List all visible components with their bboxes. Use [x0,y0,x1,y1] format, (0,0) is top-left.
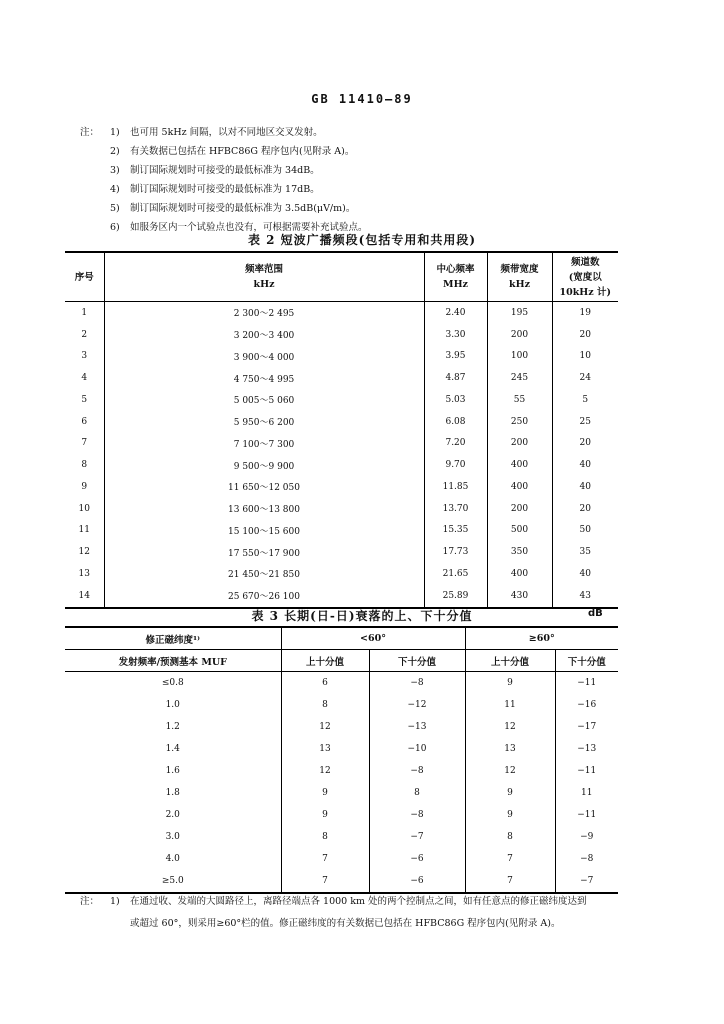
table-row [65,585,618,608]
cell-upper-ge60: 9 [465,672,555,695]
cell-seq: 6 [81,416,88,427]
table-row [65,672,618,695]
note-number: 6) [110,222,120,233]
cell-upper-ge60: 12 [465,716,555,738]
cell-frequency-ratio: 4.0 [165,854,180,864]
cell-frequency-range: 2 300～2 495 [104,302,424,324]
col-header-lower: 下十分值 [555,650,618,672]
page-header: GB 11410—89 [311,92,413,106]
cell-lower-ge60: −17 [555,716,618,738]
cell-channels: 40 [552,476,618,498]
table-header-row [65,252,618,302]
cell-lower-lt60: −7 [369,826,465,848]
cell-seq: 10 [78,503,90,514]
cell-center-frequency: 9.70 [424,454,487,476]
cell-upper-lt60: 12 [281,716,369,738]
cell-bandwidth: 55 [487,389,552,411]
cell-seq: 4 [81,373,88,384]
table-row [65,520,618,542]
table-row [65,826,618,848]
note-number: 1) [110,896,120,907]
table-row [65,738,618,760]
table3-title: 表 3 长期(日-日)衰落的上、下十分值 [251,609,473,623]
table-row [65,302,618,324]
cell-seq: 12 [78,547,90,558]
cell-upper-lt60: 12 [281,760,369,782]
note-number: 5) [110,203,120,214]
cell-channels: 10 [552,346,618,368]
cell-channels: 25 [552,411,618,433]
cell-lower-lt60: −6 [369,848,465,870]
cell-channels: 35 [552,541,618,563]
note-text: 如服务区内一个试验点也没有，可根据需要补充试验点。 [130,222,368,233]
cell-channels: 20 [552,433,618,455]
table-row [65,411,618,433]
cell-lower-ge60: −11 [555,760,618,782]
cell-lower-lt60: −13 [369,716,465,738]
notes-label: 注： [80,127,100,138]
cell-center-frequency: 15.35 [424,520,487,542]
cell-frequency-range: 17 550～17 900 [104,541,424,563]
cell-bandwidth: 200 [487,433,552,455]
table-row [65,760,618,782]
cell-center-frequency: 5.03 [424,389,487,411]
cell-lower-ge60: −11 [555,804,618,826]
cell-seq: 8 [81,460,88,471]
col-header-channels-line1: 频道数 [570,256,600,268]
cell-bandwidth: 250 [487,411,552,433]
table-row [65,367,618,389]
note-text: 也可用 5kHz 间隔，以对不同地区交叉发射。 [130,127,323,138]
cell-frequency-range: 3 900～4 000 [104,346,424,368]
cell-frequency-ratio: ≥5.0 [161,876,184,886]
note-item [80,123,640,142]
cell-bandwidth: 430 [487,585,552,608]
col-header-center-label: 中心频率 [436,264,475,275]
cell-upper-lt60: 7 [281,870,369,893]
cell-lower-ge60: −16 [555,694,618,716]
cell-lower-lt60: −12 [369,694,465,716]
table-row [65,694,618,716]
table-row [65,476,618,498]
cell-lower-ge60: −9 [555,826,618,848]
col-header-upper: 上十分值 [281,650,369,672]
table-row [65,454,618,476]
note-number: 4) [110,184,120,195]
cell-bandwidth: 200 [487,498,552,520]
col-header-channels-line2: (宽度以 [568,271,602,283]
cell-center-frequency: 17.73 [424,541,487,563]
note-number: 3) [110,165,120,176]
note-item [80,161,640,180]
cell-lower-lt60: −8 [369,804,465,826]
col-header-center [424,252,487,302]
table-row [65,324,618,346]
table-row [65,716,618,738]
note-item-continued [80,913,660,935]
table-header-row [65,627,618,650]
cell-center-frequency: 13.70 [424,498,487,520]
cell-seq: 9 [81,481,88,492]
cell-channels: 19 [552,302,618,324]
cell-channels: 40 [552,563,618,585]
cell-center-frequency: 21.65 [424,563,487,585]
table-row [65,346,618,368]
cell-bandwidth: 350 [487,541,552,563]
note-number: 1) [110,127,120,138]
cell-seq: 1 [81,307,88,318]
col-header-upper: 上十分值 [465,650,555,672]
fading-decile-table [65,626,618,894]
note-number: 2) [110,146,120,157]
cell-upper-lt60: 8 [281,826,369,848]
cell-frequency-ratio: 1.8 [165,788,180,798]
cell-center-frequency: 2.40 [424,302,487,324]
cell-seq: 3 [81,351,88,362]
table-row [65,870,618,893]
col-header-range-unit: kHz [253,279,275,290]
cell-frequency-range: 15 100～15 600 [104,520,424,542]
cell-center-frequency: 3.30 [424,324,487,346]
cell-lower-ge60: −13 [555,738,618,760]
cell-upper-ge60: 12 [465,760,555,782]
cell-center-frequency: 3.95 [424,346,487,368]
cell-lower-ge60: −7 [555,870,618,893]
cell-channels: 5 [552,389,618,411]
cell-channels: 20 [552,498,618,520]
cell-upper-ge60: 11 [465,694,555,716]
cell-bandwidth: 400 [487,454,552,476]
cell-lower-lt60: −8 [369,760,465,782]
cell-lower-lt60: −10 [369,738,465,760]
cell-seq: 14 [78,590,90,601]
cell-upper-lt60: 7 [281,848,369,870]
col-header-ratio: 发射频率/预测基本 MUF [65,650,281,672]
note-item [80,199,640,218]
cell-center-frequency: 11.85 [424,476,487,498]
table-row [65,804,618,826]
cell-upper-lt60: 9 [281,804,369,826]
cell-bandwidth: 400 [487,563,552,585]
note-item [80,180,640,199]
notes-bottom [80,891,660,935]
cell-frequency-range: 25 670～26 100 [104,585,424,608]
cell-lower-ge60: −8 [555,848,618,870]
cell-frequency-range: 5 950～6 200 [104,411,424,433]
table-header-row [65,650,618,672]
table-row [65,782,618,804]
notes-label: 注： [80,896,100,907]
col-header-lower: 下十分值 [369,650,465,672]
shortwave-band-table [65,251,618,609]
cell-frequency-ratio: 1.0 [165,700,180,710]
cell-frequency-range: 21 450～21 850 [104,563,424,585]
col-header-channels [552,252,618,302]
cell-frequency-ratio: ≤0.8 [161,678,184,688]
table-row [65,498,618,520]
cell-upper-ge60: 7 [465,870,555,893]
cell-upper-ge60: 7 [465,848,555,870]
col-header-channels-line3: 10kHz 计) [559,286,611,298]
col-header-range-label: 频率范围 [244,264,283,275]
cell-channels: 43 [552,585,618,608]
cell-bandwidth: 400 [487,476,552,498]
note-text: 有关数据已包括在 HFBC86G 程序包内(见附录 A)。 [130,146,355,157]
cell-upper-ge60: 9 [465,782,555,804]
cell-bandwidth: 195 [487,302,552,324]
cell-channels: 20 [552,324,618,346]
cell-lower-lt60: −6 [369,870,465,893]
cell-frequency-ratio: 2.0 [165,810,180,820]
col-header-ge60: ≥60° [465,627,618,650]
cell-bandwidth: 500 [487,520,552,542]
cell-upper-ge60: 9 [465,804,555,826]
cell-lower-ge60: −11 [555,672,618,695]
note-text: 在通过收、发端的大圆路径上，离路径端点各 1000 km 处的两个控制点之间，如有任意点的修正磁纬度达到 [130,896,587,907]
cell-frequency-ratio: 1.4 [165,744,180,754]
cell-bandwidth: 200 [487,324,552,346]
table-row [65,389,618,411]
col-header-seq: 序号 [65,252,104,302]
col-header-latitude: 修正磁纬度¹⁾ [65,627,281,650]
cell-upper-ge60: 8 [465,826,555,848]
note-text: 或超过 60°，则采用≥60°栏的值。修正磁纬度的有关数据已包括在 HFBC86G 程序包内(见附录 A)。 [130,918,561,929]
cell-upper-ge60: 13 [465,738,555,760]
table-row [65,433,618,455]
col-header-bandwidth-unit: kHz [509,279,530,290]
cell-frequency-range: 9 500～9 900 [104,454,424,476]
cell-seq: 2 [81,329,88,340]
cell-upper-lt60: 9 [281,782,369,804]
cell-lower-ge60: 11 [555,782,618,804]
cell-center-frequency: 4.87 [424,367,487,389]
col-header-center-unit: MHz [443,279,468,290]
cell-lower-lt60: −8 [369,672,465,695]
cell-channels: 24 [552,367,618,389]
col-header-bandwidth-label: 频带宽度 [500,264,539,275]
cell-frequency-range: 3 200～3 400 [104,324,424,346]
cell-frequency-ratio: 1.2 [165,722,180,732]
cell-frequency-ratio: 3.0 [165,832,180,842]
cell-frequency-range: 4 750～4 995 [104,367,424,389]
notes-top [80,123,640,237]
cell-lower-lt60: 8 [369,782,465,804]
col-header-bandwidth [487,252,552,302]
cell-frequency-range: 7 100～7 300 [104,433,424,455]
cell-center-frequency: 25.89 [424,585,487,608]
cell-upper-lt60: 13 [281,738,369,760]
cell-upper-lt60: 8 [281,694,369,716]
note-text: 制订国际规划时可接受的最低标准为 17dB。 [130,184,320,195]
col-header-lt60: <60° [281,627,465,650]
cell-channels: 50 [552,520,618,542]
table-row [65,541,618,563]
table-row [65,848,618,870]
note-item [80,142,640,161]
cell-center-frequency: 6.08 [424,411,487,433]
note-item [80,891,660,913]
cell-bandwidth: 100 [487,346,552,368]
cell-bandwidth: 245 [487,367,552,389]
cell-frequency-range: 13 600～13 800 [104,498,424,520]
cell-seq: 11 [78,525,90,536]
table2-title: 表 2 短波广播频段(包括专用和共用段) [247,233,477,247]
table-row [65,563,618,585]
cell-seq: 5 [81,394,88,405]
note-text: 制订国际规划时可接受的最低标准为 34dB。 [130,165,320,176]
cell-frequency-range: 5 005～5 060 [104,389,424,411]
cell-channels: 40 [552,454,618,476]
cell-center-frequency: 7.20 [424,433,487,455]
note-text: 制订国际规划时可接受的最低标准为 3.5dB(μV/m)。 [130,203,356,214]
cell-seq: 7 [81,438,88,449]
cell-upper-lt60: 6 [281,672,369,695]
table3-unit: dB [588,608,603,619]
cell-frequency-ratio: 1.6 [165,766,180,776]
cell-frequency-range: 11 650～12 050 [104,476,424,498]
cell-seq: 13 [78,568,90,579]
col-header-range [104,252,424,302]
